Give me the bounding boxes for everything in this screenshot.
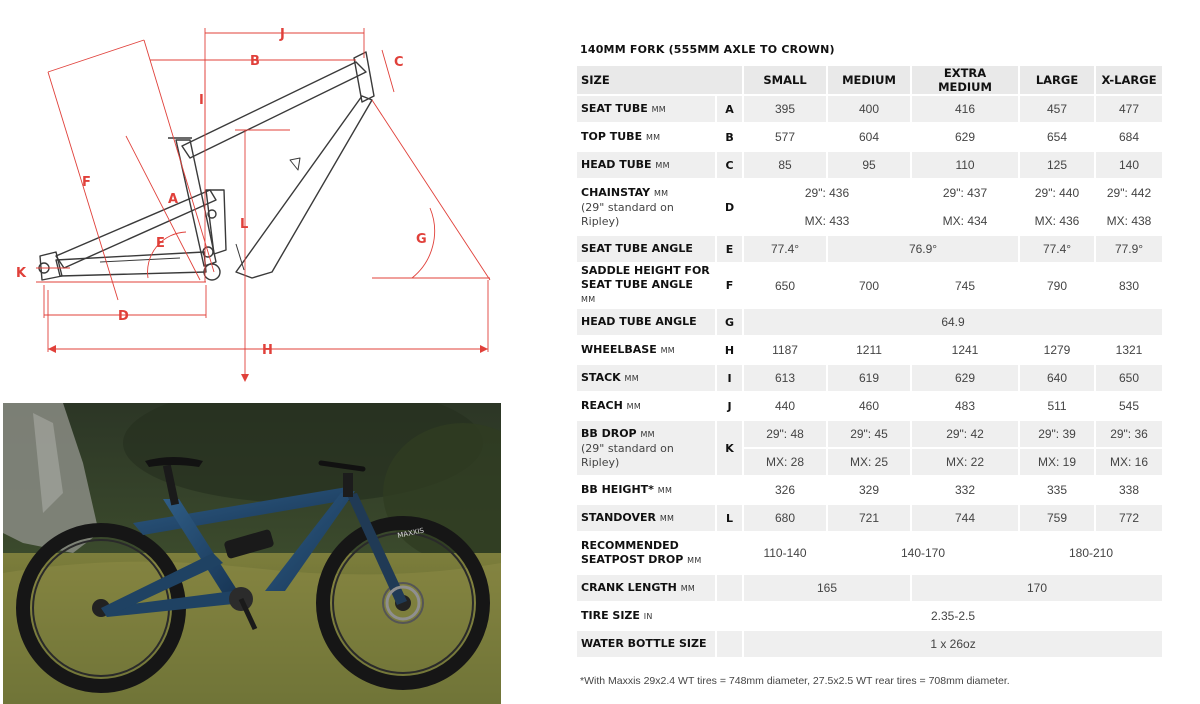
cell-value: 95: [828, 152, 912, 180]
row-letter: [717, 575, 744, 603]
table-row: [577, 152, 1164, 180]
geometry-diagram: [0, 0, 520, 390]
table-row: [577, 124, 1164, 152]
table-row: [577, 96, 1164, 124]
cell-value: MX: 433: [744, 208, 912, 236]
row-letter: L: [717, 505, 744, 533]
cell-value: 604: [828, 124, 912, 152]
dim-letter-i: I: [199, 93, 204, 108]
cell-value: 77.4°: [744, 236, 828, 264]
row-label: STACK MM: [577, 365, 717, 393]
row-letter: [717, 631, 744, 659]
row-label: BB HEIGHT* MM: [577, 477, 717, 505]
cell-value: 170: [912, 575, 1164, 603]
cell-value: 110-140: [744, 533, 828, 575]
row-letter: F: [717, 264, 744, 309]
cell-value: 684: [1096, 124, 1164, 152]
row-letter: H: [717, 337, 744, 365]
table-row: [577, 365, 1164, 393]
header-medium: MEDIUM: [828, 66, 912, 96]
table-row: [577, 421, 1164, 449]
row-label: RECOMMENDED SEATPOST DROP MM: [577, 533, 717, 575]
cell-value: MX: 25: [828, 449, 912, 477]
cell-value: 759: [1020, 505, 1096, 533]
row-letter: [717, 533, 744, 575]
cell-value: 77.4°: [1020, 236, 1096, 264]
row-label: SADDLE HEIGHT FOR SEAT TUBE ANGLE MM: [577, 264, 717, 309]
cell-value: MX: 28: [744, 449, 828, 477]
cell-value: 29": 437: [912, 180, 1020, 208]
cell-value: 790: [1020, 264, 1096, 309]
footnote: *With Maxxis 29x2.4 WT tires = 748mm diameter, 27.5x2.5 WT rear tires = 708mm diameter.: [580, 675, 1010, 687]
row-label: CRANK LENGTH MM: [577, 575, 717, 603]
cell-value: 772: [1096, 505, 1164, 533]
row-label: REACH MM: [577, 393, 717, 421]
dim-letter-j: J: [280, 27, 285, 42]
table-row: [577, 533, 1164, 575]
cell-value: MX: 16: [1096, 449, 1164, 477]
cell-value: 745: [912, 264, 1020, 309]
cell-value: 165: [744, 575, 912, 603]
table-row: [577, 477, 1164, 505]
cell-value: 477: [1096, 96, 1164, 124]
table-row: [577, 603, 1164, 631]
row-label: TOP TUBE MM: [577, 124, 717, 152]
dim-letter-d: D: [118, 309, 129, 324]
row-letter: D: [717, 180, 744, 236]
dim-letter-b: B: [250, 54, 260, 69]
cell-value: 140: [1096, 152, 1164, 180]
cell-value: 76.9°: [828, 236, 1020, 264]
row-label: CHAINSTAY MM (29" standard on Ripley): [577, 180, 717, 236]
cell-value: 654: [1020, 124, 1096, 152]
dimension-letters: [16, 27, 427, 358]
row-label: SEAT TUBE MM: [577, 96, 717, 124]
cell-value: 1211: [828, 337, 912, 365]
row-label: STANDOVER MM: [577, 505, 717, 533]
header-small: SMALL: [744, 66, 828, 96]
cell-value: 619: [828, 365, 912, 393]
cell-value: 629: [912, 365, 1020, 393]
table-header-row: [577, 66, 1164, 96]
cell-value: MX: 434: [912, 208, 1020, 236]
row-label: HEAD TUBE ANGLE: [577, 309, 717, 337]
row-label: WHEELBASE MM: [577, 337, 717, 365]
header-x-large: X-LARGE: [1096, 66, 1164, 96]
cell-value: 77.9°: [1096, 236, 1164, 264]
cell-value: 545: [1096, 393, 1164, 421]
dim-letter-g: G: [416, 232, 427, 247]
cell-value: 29": 436: [744, 180, 912, 208]
table-row: [577, 337, 1164, 365]
cell-value: 85: [744, 152, 828, 180]
table-row: [577, 393, 1164, 421]
tire-brand-text: MAXXIS: [396, 526, 425, 540]
cell-value: 613: [744, 365, 828, 393]
table-row: [577, 505, 1164, 533]
cell-value: 1279: [1020, 337, 1096, 365]
cell-value: 338: [1096, 477, 1164, 505]
cell-value: 440: [744, 393, 828, 421]
cell-value: 110: [912, 152, 1020, 180]
row-label: SEAT TUBE ANGLE: [577, 236, 717, 264]
dim-letter-c: C: [394, 55, 404, 70]
row-letter: A: [717, 96, 744, 124]
cell-value: MX: 19: [1020, 449, 1096, 477]
header-size: SIZE: [577, 66, 744, 96]
cell-value: 400: [828, 96, 912, 124]
bike-photo: [3, 403, 501, 704]
cell-value: MX: 436: [1020, 208, 1096, 236]
cell-value: 744: [912, 505, 1020, 533]
dim-letter-k: K: [16, 266, 27, 281]
row-label: TIRE SIZE IN: [577, 603, 717, 631]
dim-letter-l: L: [240, 217, 249, 232]
header-extra-medium: EXTRA MEDIUM: [912, 66, 1020, 96]
geometry-table: [577, 66, 1164, 659]
row-letter: [717, 477, 744, 505]
cell-value: 460: [828, 393, 912, 421]
table-row: [577, 631, 1164, 659]
cell-value: 64.9: [744, 309, 1164, 337]
cell-value: 1241: [912, 337, 1020, 365]
cell-value: 29": 45: [828, 421, 912, 449]
row-letter: [717, 603, 744, 631]
header-large: LARGE: [1020, 66, 1096, 96]
table-row: [577, 236, 1164, 264]
cell-value: 332: [912, 477, 1020, 505]
cell-value: 640: [1020, 365, 1096, 393]
cell-value: 416: [912, 96, 1020, 124]
row-letter: E: [717, 236, 744, 264]
row-letter: K: [717, 421, 744, 477]
cell-value: 830: [1096, 264, 1164, 309]
cell-value: 29": 36: [1096, 421, 1164, 449]
table-row: [577, 309, 1164, 337]
dimension-lines: [36, 28, 490, 380]
row-letter: C: [717, 152, 744, 180]
cell-value: 1 x 26oz: [744, 631, 1164, 659]
cell-value: 700: [828, 264, 912, 309]
cell-value: 395: [744, 96, 828, 124]
cell-value: 1187: [744, 337, 828, 365]
row-label: WATER BOTTLE SIZE: [577, 631, 717, 659]
cell-value: 650: [744, 264, 828, 309]
cell-value: 629: [912, 124, 1020, 152]
cell-value: 577: [744, 124, 828, 152]
cell-value: 29": 442: [1096, 180, 1164, 208]
row-label: BB DROP MM (29" standard on Ripley): [577, 421, 717, 477]
cell-value: 140-170: [828, 533, 1020, 575]
cell-value: 180-210: [1020, 533, 1164, 575]
dim-letter-e: E: [156, 236, 165, 251]
cell-value: 457: [1020, 96, 1096, 124]
cell-value: 1321: [1096, 337, 1164, 365]
dim-letter-a: A: [168, 192, 179, 207]
row-letter: B: [717, 124, 744, 152]
row-label: HEAD TUBE MM: [577, 152, 717, 180]
cell-value: 29": 48: [744, 421, 828, 449]
cell-value: 2.35-2.5: [744, 603, 1164, 631]
dim-letter-h: H: [262, 343, 273, 358]
cell-value: 511: [1020, 393, 1096, 421]
cell-value: 329: [828, 477, 912, 505]
cell-value: 650: [1096, 365, 1164, 393]
cell-value: 125: [1020, 152, 1096, 180]
cell-value: 29": 39: [1020, 421, 1096, 449]
row-letter: I: [717, 365, 744, 393]
table-title: 140MM FORK (555MM AXLE TO CROWN): [580, 43, 835, 56]
cell-value: 721: [828, 505, 912, 533]
cell-value: MX: 438: [1096, 208, 1164, 236]
table-row: [577, 180, 1164, 208]
cell-value: 29": 440: [1020, 180, 1096, 208]
dim-letter-f: F: [82, 175, 91, 190]
cell-value: 483: [912, 393, 1020, 421]
cell-value: 335: [1020, 477, 1096, 505]
cell-value: 680: [744, 505, 828, 533]
cell-value: MX: 22: [912, 449, 1020, 477]
table-row: [577, 264, 1164, 309]
cell-value: 29": 42: [912, 421, 1020, 449]
cell-value: 326: [744, 477, 828, 505]
row-letter: J: [717, 393, 744, 421]
table-row: [577, 575, 1164, 603]
row-letter: G: [717, 309, 744, 337]
